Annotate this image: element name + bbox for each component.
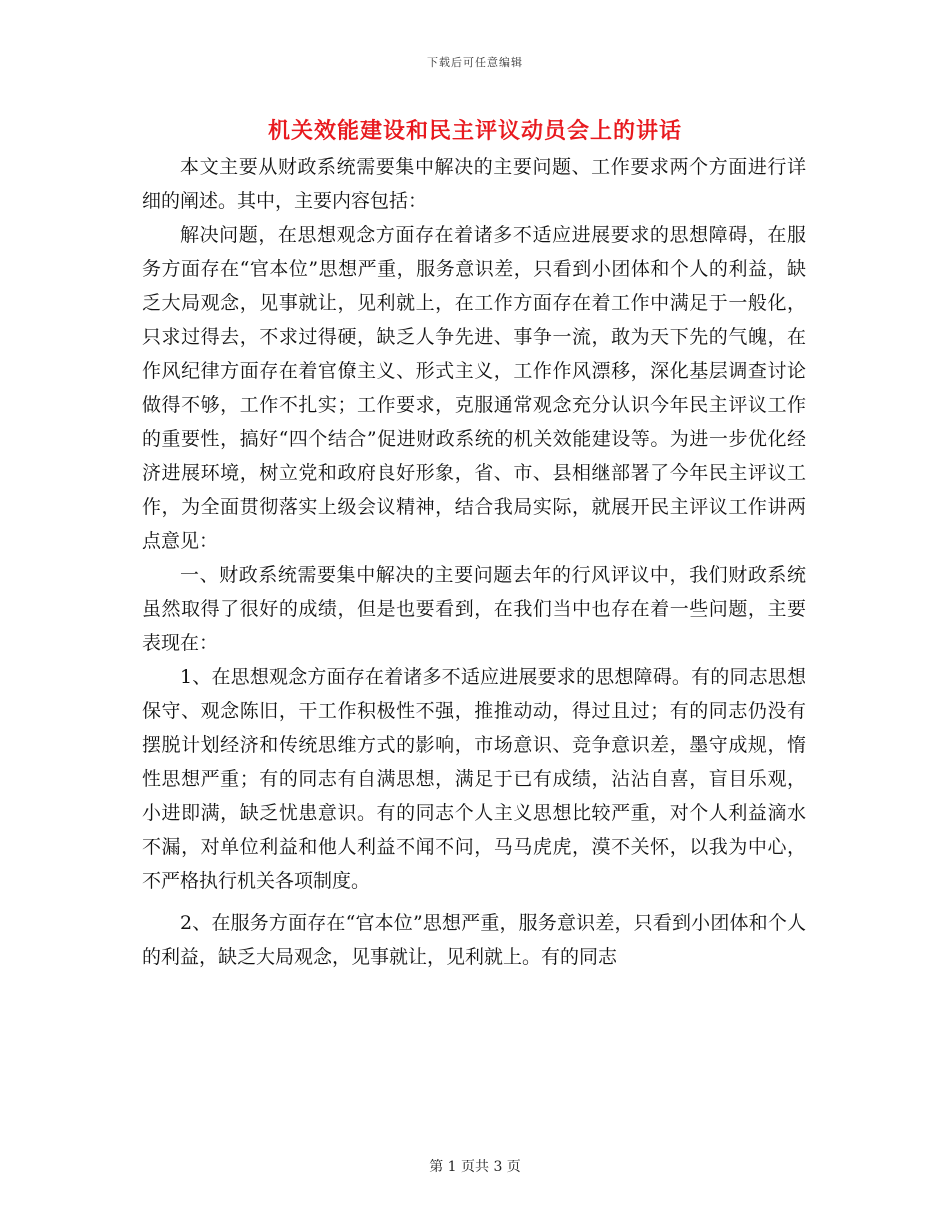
paragraph-point-one: 1、在思想观念方面存在着诸多不适应进展要求的思想障碍。有的同志思想保守、观念陈旧，干工作积极性不强，推推动动，得过且过；有的同志仍没有摆脱计划经济和传统思维方式的影响，市场意识、竞争意识差，墨守成规，惰性思想严重；有的同志有自满思想，满足于已有成绩，沾沾自喜，盲目乐观，小进即满，缺乏忧患意识。有的同志个人主义思想比较严重，对个人利益滴水不漏，对单位利益和他人利益不闻不问，马马虎虎，漠不关怀，以我为中心，不严格执行机关各项制度。: [142, 666, 806, 892]
paragraph-summary: 本文主要从财政系统需要集中解决的主要问题、工作要求两个方面进行详细的阐述。其中，主要内容包括：: [142, 156, 806, 212]
document-body: [142, 150, 806, 974]
page-number-footer: 第 1 页共 3 页: [429, 1159, 521, 1175]
document-title: 机关效能建设和民主评议动员会上的讲话: [267, 118, 682, 144]
page-header-note: 下载后可任意编辑: [427, 56, 523, 69]
paragraph-point-two: 2、在服务方面存在“官本位”思想严重，服务意识差，只看到小团体和个人的利益，缺乏大局观念，见事就让，见利就上。有的同志: [142, 912, 806, 968]
paragraph-section-one: 一、财政系统需要集中解决的主要问题去年的行风评议中，我们财政系统虽然取得了很好的成绩，但是也要看到，在我们当中也存在着一些问题，主要表现在：: [142, 564, 806, 654]
paragraph-main-content: 解决问题，在思想观念方面存在着诸多不适应进展要求的思想障碍，在服务方面存在“官本位”思想严重，服务意识差，只看到小团体和个人的利益，缺乏大局观念，见事就让，见利就上，在工作方面存在着工作中满足于一般化，只求过得去，不求过得硬，缺乏人争先进、事争一流，敢为天下先的气魄，在作风纪律方面存在着官僚主义、形式主义，工作作风漂移，深化基层调查讨论做得不够，工作不扎实；工作要求，克服通常观念充分认识今年民主评议工作的重要性，搞好“四个结合”促进财政系统的机关效能建设等。为进一步优化经济进展环境，树立党和政府良好形象，省、市、县相继部署了今年民主评议工作，为全面贯彻落实上级会议精神，结合我局实际，就展开民主评议工作讲两点意见：: [142, 224, 806, 552]
